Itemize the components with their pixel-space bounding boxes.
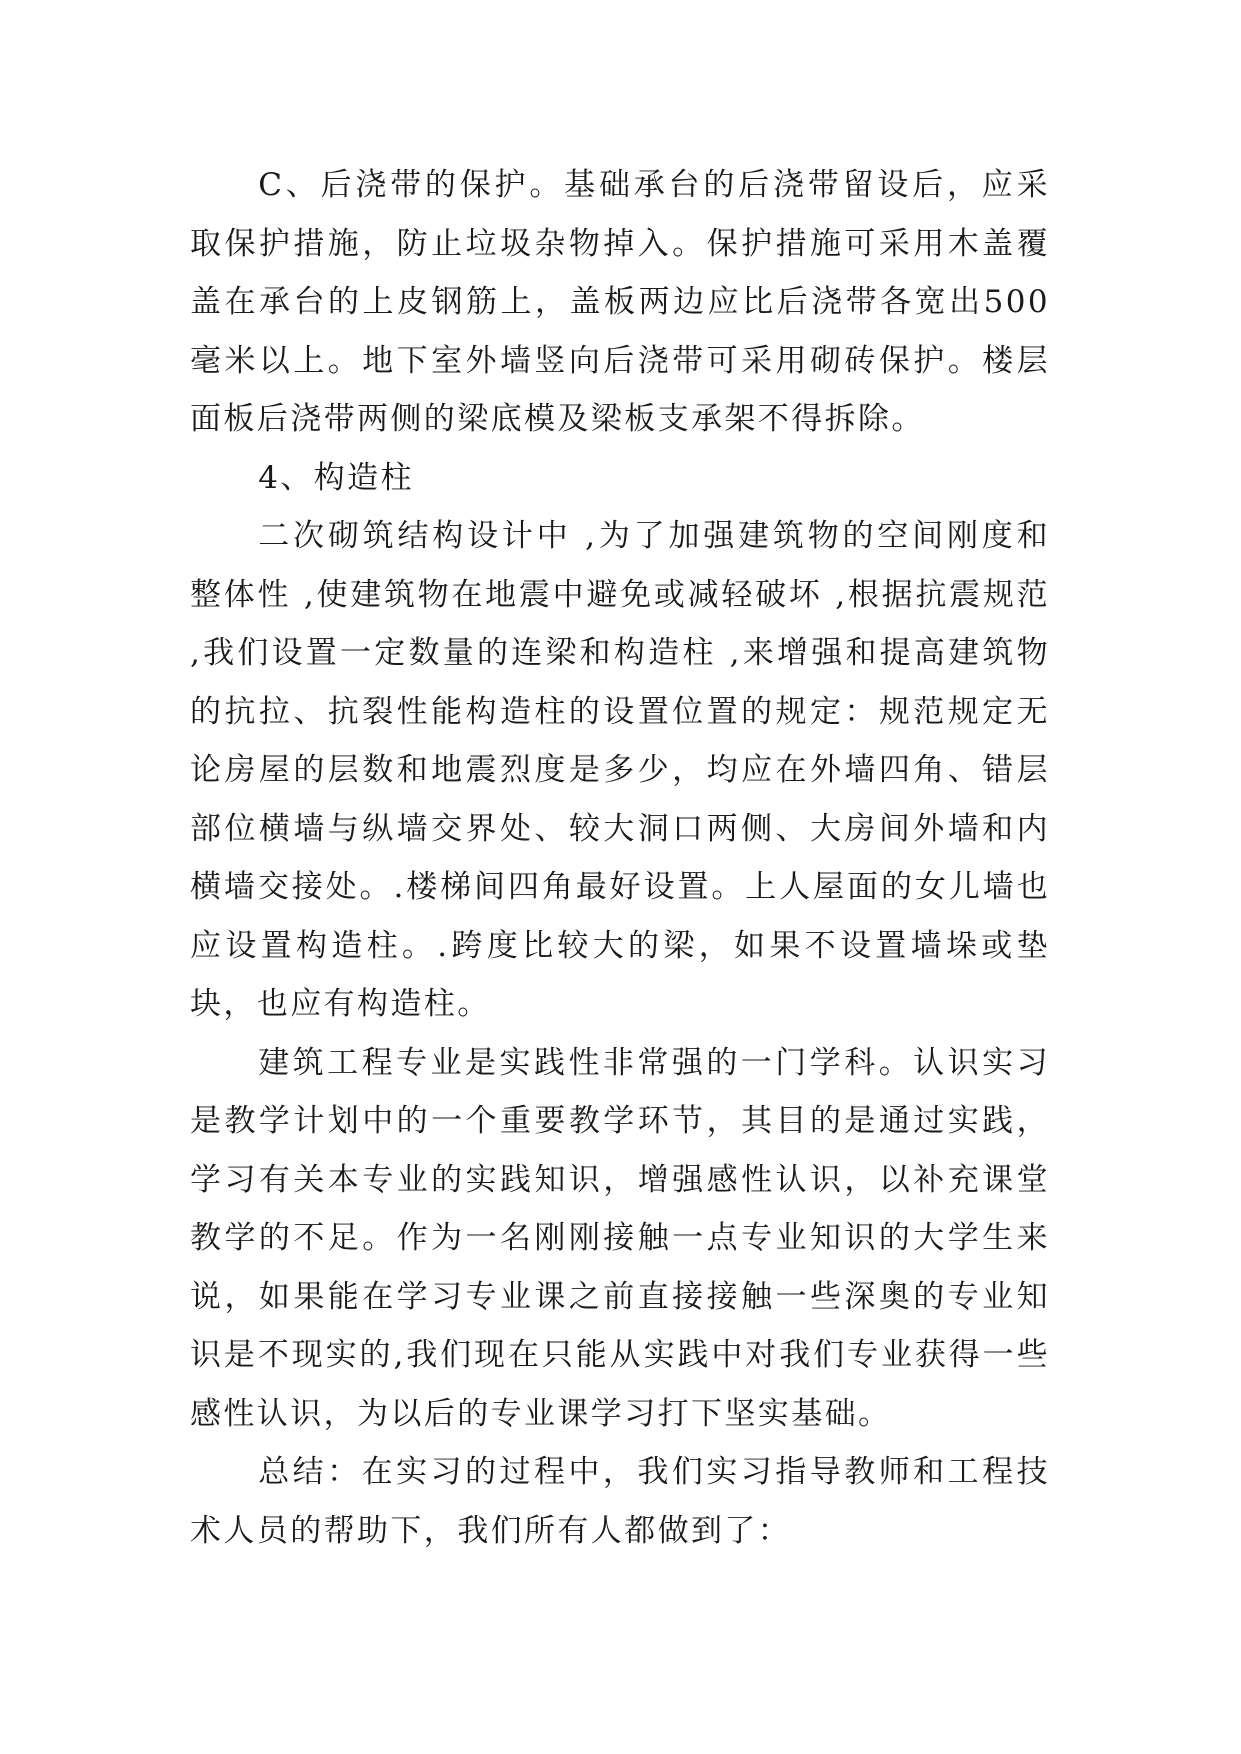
paragraph-post-pour-strip-protection: C、后浇带的保护。基础承台的后浇带留设后，应采取保护措施，防止垃圾杂物掉入。保护措施可采用木盖覆盖在承台的上皮钢筋上，盖板两边应比后浇带各宽出500毫米以上。地下室外墙竖向后浇带可采用砌砖保护。楼层面板后浇带两侧的梁底模及梁板支承架不得拆除。 (190, 167, 1050, 437)
section-heading-structural-column: 4、构造柱 (258, 459, 414, 496)
paragraph-internship-purpose: 建筑工程专业是实践性非常强的一门学科。认识实习是教学计划中的一个重要教学环节，其目的是通过实践，学习有关本专业的实践知识，增强感性认识，以补充课堂教学的不足。作为一名刚刚接触一点专业知识的大学生来说，如果能在学习专业课之前直接接触一些深奥的专业知识是不现实的,我们现在只能从实践中对我们专业获得一些感性认识，为以后的专业课学习打下坚实基础。 (190, 1044, 1050, 1432)
paragraph-summary: 总结：在实习的过程中，我们实习指导教师和工程技术人员的帮助下，我们所有人都做到了： (190, 1454, 1050, 1549)
document-body (190, 156, 1050, 1560)
paragraph-structural-column-design: 二次砌筑结构设计中 ,为了加强建筑物的空间刚度和整体性 ,使建筑物在地震中避免或减轻破坏 ,根据抗震规范 ,我们设置一定数量的连梁和构造柱 ,来增强和提高建筑物的抗拉、抗裂性能构造柱的设置位置的规定：规范规定无论房屋的层数和地震烈度是多少，均应在外墙四角、错层部位横墙与纵墙交界处、较大洞口两侧、大房间外墙和内横墙交接处。.楼梯间四角最好设置。上人屋面的女儿墙也应设置构造柱。.跨度比较大的梁，如果不设置墙垛或垫块，也应有构造柱。 (190, 518, 1050, 1022)
